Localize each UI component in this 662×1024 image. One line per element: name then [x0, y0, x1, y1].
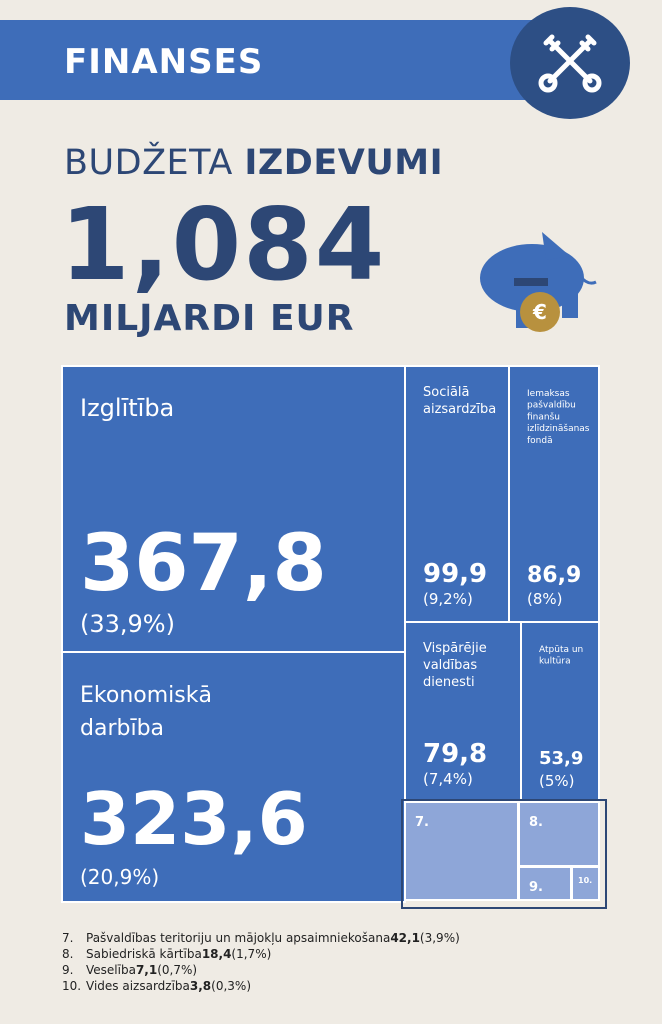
tile-visparejie — [405, 622, 521, 800]
footnote-7 — [62, 930, 460, 946]
treemap-percent-label: (33,9%) — [80, 610, 175, 638]
footnote-label: Pašvaldības teritoriju un mājokļu apsaimniekošana — [86, 931, 391, 945]
treemap-rect-t8 — [519, 802, 599, 866]
treemap-category-label: Iemaksas — [527, 389, 570, 399]
total-value: 1,084 — [60, 186, 387, 303]
tile-t9 — [519, 867, 571, 900]
footnote-pct: (1,7%) — [231, 947, 272, 961]
treemap-category-label: dienesti — [423, 674, 475, 690]
treemap-percent-label: (5%) — [539, 772, 575, 790]
treemap-percent-label: (20,9%) — [80, 865, 160, 889]
treemap-category-label: Atpūta un — [539, 645, 584, 655]
treemap-index-label: 8. — [529, 815, 543, 830]
treemap-category-label: kultūra — [539, 656, 571, 667]
tile-atputa — [521, 622, 599, 800]
treemap-value-label: 79,8 — [423, 739, 488, 769]
footnote-pct: (3,9%) — [419, 931, 460, 945]
treemap-index-label: 10. — [578, 876, 593, 885]
footnote-num: 7. — [62, 931, 74, 945]
tile-izglitiba — [62, 366, 405, 652]
footnote-value: 7,1 — [135, 963, 158, 977]
footnote-num: 8. — [62, 947, 74, 961]
treemap-category-label: Izglītība — [80, 394, 175, 422]
treemap-category-label: darbība — [80, 716, 165, 741]
treemap-rect-t9 — [519, 867, 571, 900]
treemap-category-label: pašvaldību — [527, 400, 576, 411]
footnote-10 — [62, 978, 460, 994]
treemap-category-label: Ekonomiskā — [80, 683, 212, 708]
treemap-category-label: fondā — [527, 435, 553, 446]
tile-t10 — [572, 867, 599, 900]
footnote-legend — [62, 930, 460, 994]
total-unit: MILJARDI EUR — [64, 298, 355, 339]
treemap-category-label: izlīdzināšanas — [527, 424, 590, 435]
treemap-value-label: 323,6 — [80, 777, 308, 861]
footnote-label: Sabiedriskā kārtība — [86, 947, 202, 961]
tile-ekonomiska — [62, 652, 405, 902]
footnote-pct: (0,7%) — [157, 963, 198, 977]
footnote-num: 9. — [62, 963, 74, 977]
treemap-percent-label: (9,2%) — [423, 590, 473, 608]
treemap-percent-label: (7,4%) — [423, 770, 473, 788]
footnote-label: Vides aizsardzība — [86, 979, 190, 993]
footnote-pct: (0,3%) — [211, 979, 252, 993]
tile-sociala — [405, 366, 509, 622]
tile-t8 — [519, 802, 599, 866]
page-title: FINANSES — [64, 42, 264, 82]
footnote-label: Veselība — [86, 963, 136, 977]
treemap-value-label: 367,8 — [80, 519, 327, 609]
treemap-value-label: 86,9 — [527, 563, 582, 588]
tile-t7 — [405, 802, 518, 900]
tile-iemaksas — [509, 366, 599, 622]
footnote-9 — [62, 962, 460, 978]
footnote-value: 42,1 — [390, 931, 420, 945]
svg-text:€: € — [533, 300, 547, 324]
treemap-index-label: 7. — [415, 815, 429, 830]
subtitle-bold: IZDEVUMI — [244, 143, 444, 183]
treemap-category-label: finanšu — [527, 412, 560, 423]
treemap-category-label: Vispārējie — [423, 641, 487, 656]
treemap-percent-label: (8%) — [527, 590, 563, 608]
treemap-value-label: 53,9 — [539, 748, 584, 769]
treemap-value-label: 99,9 — [423, 559, 488, 589]
treemap-index-label: 9. — [529, 880, 543, 895]
footnote-num: 10. — [62, 979, 82, 993]
footnote-value: 3,8 — [189, 979, 212, 993]
treemap-category-label: valdības — [423, 657, 478, 673]
treemap-category-label: Sociālā — [423, 385, 470, 400]
treemap-category-label: aizsardzība — [423, 401, 497, 417]
footnote-value: 18,4 — [201, 947, 232, 961]
footnote-8 — [62, 946, 460, 962]
subtitle-light: BUDŽETA — [64, 143, 245, 183]
